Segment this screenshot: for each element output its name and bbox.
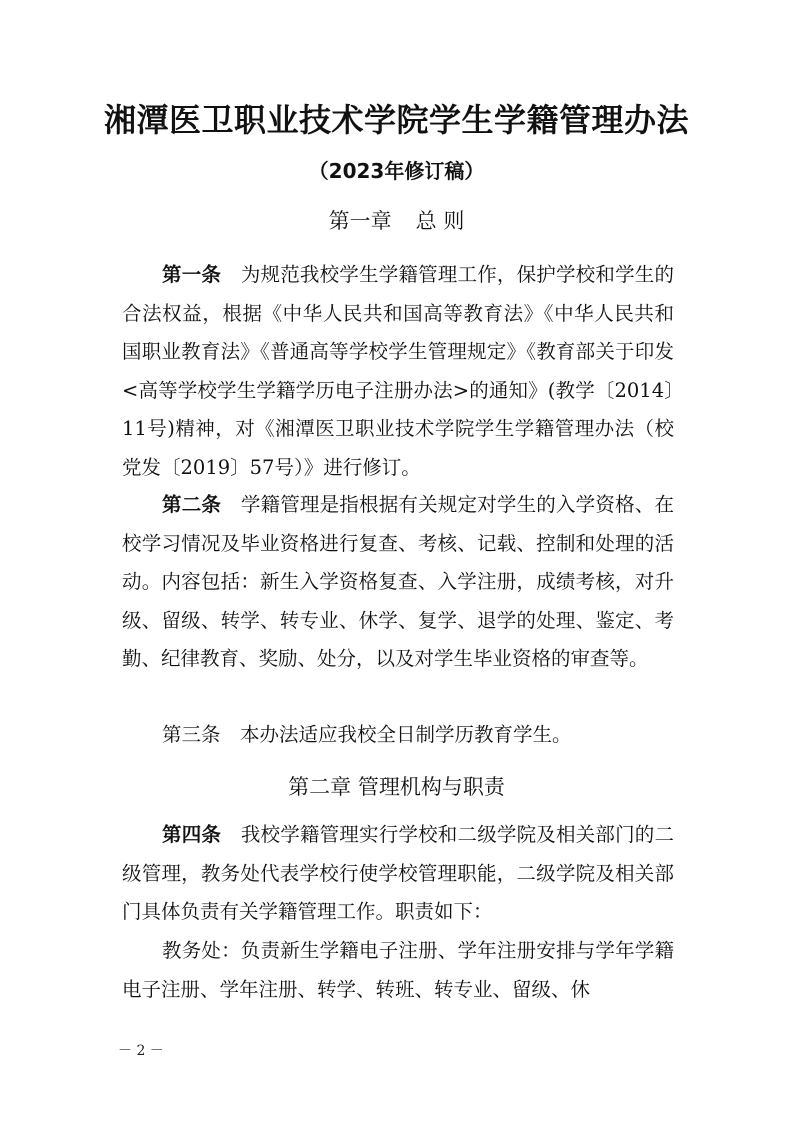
article-3-text: 本办法适应我校全日制学历教育学生。 xyxy=(240,723,572,746)
article-3-label: 第三条 xyxy=(162,723,221,746)
page-number: － 2 － xyxy=(118,1043,164,1059)
chapter-1-number: 第一章 xyxy=(328,209,392,233)
article-2-label: 第二条 xyxy=(162,493,222,516)
article-1-text: 为规范我校学生学籍管理工作，保护学校和学生的合法权益，根据《中华人民共和国高等教育法》《中华人民共和国职业教育法》《普通高等学校学生管理规定》《教育部关于印发<高等学校学生学籍学历电子注册办法>的通知》(教学〔2014〕11号)精神，对《湘潭医卫职业技术学院学生学籍管理办法（校党发〔2019〕57号）》进行修订。 xyxy=(122,263,674,479)
duty-paragraph: 教务处：负责新生学籍电子注册、学年注册安排与学年学籍电子注册、学年注册、转学、转班、转专业、留级、休 xyxy=(122,939,674,1001)
chapter-heading-1 xyxy=(0,206,793,236)
chapter-heading-2: 第二章 管理机构与职责 xyxy=(288,775,505,799)
article-4-text: 我校学籍管理实行学校和二级学院及相关部门的二级管理，教务处代表学校行使学校管理职能，二级学院及相关部门具体负责有关学籍管理工作。职责如下： xyxy=(122,823,674,924)
document-subtitle: （2023年修订稿） xyxy=(308,159,485,183)
article-4-label: 第四条 xyxy=(162,823,222,846)
chapter-1-title: 总 则 xyxy=(415,209,465,233)
article-4 xyxy=(122,816,674,932)
article-1-label: 第一条 xyxy=(162,263,222,286)
article-2 xyxy=(122,486,674,679)
document-title: 湘潭医卫职业技术学院学生学籍管理办法 xyxy=(103,101,689,139)
article-1 xyxy=(122,256,674,488)
article-2-text: 学籍管理是指根据有关规定对学生的入学资格、在校学习情况及毕业资格进行复查、考核、记载、控制和处理的活动。内容包括：新生入学资格复查、入学注册，成绩考核，对升级、留级、转学、转专业、休学、复学、退学的处理、鉴定、考勤、纪律教育、奖励、处分，以及对学生毕业资格的审查等。 xyxy=(122,493,674,671)
article-3 xyxy=(122,716,674,755)
